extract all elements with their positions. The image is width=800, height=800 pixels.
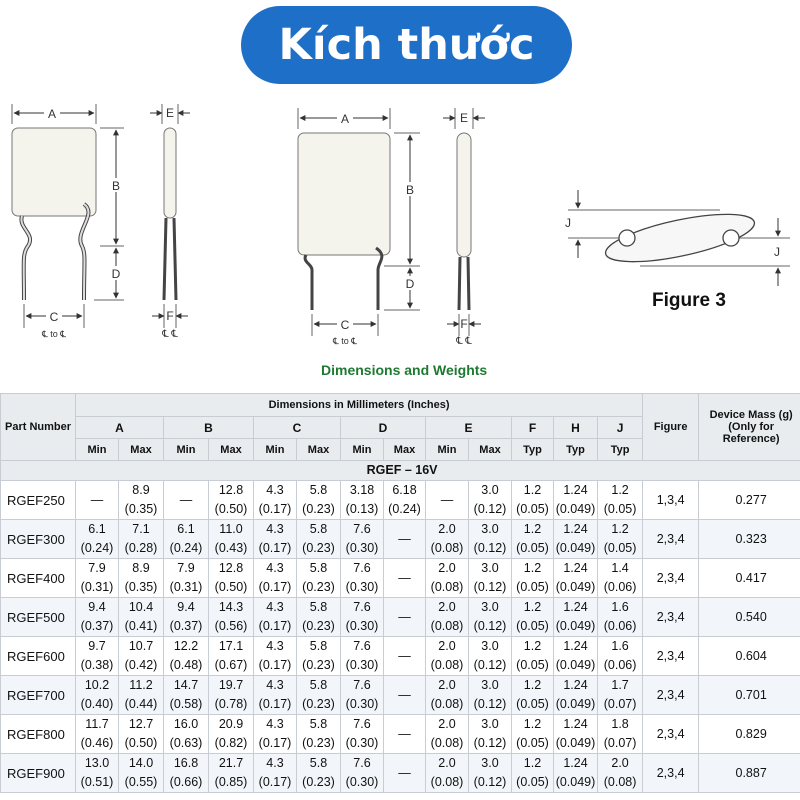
header-col-f: F xyxy=(512,417,554,439)
cl-pair-label-fig2: ℄ ℄ xyxy=(456,336,472,347)
dim-cell-inch: (0.38) xyxy=(76,656,119,676)
cl-to-cl-label-fig2: ℄ to ℄ xyxy=(332,336,358,346)
dim-cell-mm: 9.4 xyxy=(76,598,119,618)
dim-cell-inch: (0.08) xyxy=(426,617,469,637)
header-col-e: E xyxy=(426,417,512,439)
header-sub-6: Min xyxy=(341,439,384,461)
figure3-label: Figure 3 xyxy=(652,290,726,311)
figure1-front-view xyxy=(12,104,124,328)
dim-cell: — xyxy=(164,481,209,520)
header-col-c: C xyxy=(254,417,341,439)
dim-cell-inch: (0.12) xyxy=(469,695,512,715)
dim-cell-inch: (0.12) xyxy=(469,656,512,676)
dim-cell-inch: (0.05) xyxy=(512,773,554,793)
dim-cell-inch: (0.30) xyxy=(341,773,384,793)
part-number-cell: RGEF500 xyxy=(1,598,76,637)
dimensions-weights-title: Dimensions and Weights xyxy=(321,362,488,378)
dim-cell-mm: 1.2 xyxy=(512,637,554,657)
header-part-number: Part Number xyxy=(1,394,76,461)
header-sub-10: Typ xyxy=(512,439,554,461)
figure-cell: 2,3,4 xyxy=(643,559,699,598)
dim-cell-mm: 4.3 xyxy=(254,598,297,618)
dim-label-b: B xyxy=(111,179,121,193)
dim-cell-mm: 5.8 xyxy=(297,559,341,579)
dim-cell-mm: 12.7 xyxy=(119,715,164,735)
dim-cell-inch: (0.17) xyxy=(254,734,297,754)
dim-cell-inch: (0.12) xyxy=(469,578,512,598)
dim-cell-inch: (0.24) xyxy=(76,539,119,559)
dim-cell-inch: (0.12) xyxy=(469,539,512,559)
dim-cell-inch: (0.50) xyxy=(119,734,164,754)
dim-cell-inch: (0.05) xyxy=(512,734,554,754)
header-sub-9: Max xyxy=(469,439,512,461)
dim-cell: — xyxy=(384,715,426,754)
dim-cell-inch: (0.23) xyxy=(297,734,341,754)
header-col-a: A xyxy=(76,417,164,439)
dim-cell-mm: 1.24 xyxy=(554,637,598,657)
dim-cell-mm: 1.24 xyxy=(554,676,598,696)
dim-cell-inch: (0.05) xyxy=(512,500,554,520)
dim-cell-mm: 8.9 xyxy=(119,559,164,579)
dim-cell-mm: 11.7 xyxy=(76,715,119,735)
dim-cell-mm: 6.1 xyxy=(76,520,119,540)
dim-label-j-right: J xyxy=(774,245,780,259)
dim-cell-mm: 3.0 xyxy=(469,754,512,774)
dim-cell-inch: (0.41) xyxy=(119,617,164,637)
dim-cell-mm: 10.7 xyxy=(119,637,164,657)
mass-cell: 0.829 xyxy=(699,715,800,754)
dim-cell-inch: (0.28) xyxy=(119,539,164,559)
dim-cell-mm: 5.8 xyxy=(297,481,341,501)
dim-cell-inch: (0.17) xyxy=(254,773,297,793)
cl-pair-label-fig1: ℄ ℄ xyxy=(162,329,178,340)
part-number-cell: RGEF400 xyxy=(1,559,76,598)
dim-cell: — xyxy=(384,637,426,676)
dim-cell-mm: 4.3 xyxy=(254,481,297,501)
mass-cell: 0.417 xyxy=(699,559,800,598)
dim-cell-inch: (0.05) xyxy=(512,578,554,598)
dim-cell-mm: 1.7 xyxy=(598,676,643,696)
dim-cell-inch: (0.30) xyxy=(341,578,384,598)
dim-cell-mm: 2.0 xyxy=(426,559,469,579)
dim-cell-inch: (0.48) xyxy=(164,656,209,676)
dim-cell-inch: (0.05) xyxy=(512,617,554,637)
dim-cell-inch: (0.63) xyxy=(164,734,209,754)
dim-cell-inch: (0.17) xyxy=(254,578,297,598)
dim-cell-inch: (0.06) xyxy=(598,617,643,637)
dim-cell-mm: 3.0 xyxy=(469,676,512,696)
dim-cell-mm: 1.2 xyxy=(512,598,554,618)
dim-cell-mm: 3.0 xyxy=(469,637,512,657)
dim-cell-inch: (0.82) xyxy=(209,734,254,754)
dim-cell-inch: (0.08) xyxy=(598,773,643,793)
dim-cell-inch: (0.58) xyxy=(164,695,209,715)
dim-cell-inch: (0.049) xyxy=(554,500,598,520)
dim-cell-mm: 1.2 xyxy=(598,481,643,501)
dim-cell-mm: 7.6 xyxy=(341,559,384,579)
dim-cell-mm: 2.0 xyxy=(426,754,469,774)
dim-cell-inch: (0.46) xyxy=(76,734,119,754)
figure-cell: 2,3,4 xyxy=(643,676,699,715)
part-number-cell: RGEF300 xyxy=(1,520,76,559)
figure3-drawing xyxy=(568,190,790,286)
header-sub-1: Max xyxy=(119,439,164,461)
dim-cell-mm: 12.2 xyxy=(164,637,209,657)
dim-cell-inch: (0.05) xyxy=(512,539,554,559)
figure2-side-view xyxy=(443,108,485,336)
dim-cell-mm: 4.3 xyxy=(254,559,297,579)
dim-cell-inch: (0.23) xyxy=(297,500,341,520)
dim-cell-mm: 3.0 xyxy=(469,520,512,540)
dim-cell-mm: 7.6 xyxy=(341,754,384,774)
dim-cell-mm: 5.8 xyxy=(297,676,341,696)
dim-cell-mm: 9.7 xyxy=(76,637,119,657)
dim-cell-mm: 7.9 xyxy=(76,559,119,579)
dim-cell-inch: (0.42) xyxy=(119,656,164,676)
header-device-mass: Device Mass (g) (Only for Reference) xyxy=(699,394,800,461)
dim-cell-mm: 1.24 xyxy=(554,754,598,774)
dim-cell-mm: 1.6 xyxy=(598,637,643,657)
dim-label-d-fig2: D xyxy=(405,277,415,291)
dim-cell-inch: (0.08) xyxy=(426,695,469,715)
table-row xyxy=(1,559,800,579)
dim-cell-mm: 4.3 xyxy=(254,715,297,735)
header-sub-3: Max xyxy=(209,439,254,461)
figure-cell: 2,3,4 xyxy=(643,754,699,793)
mass-cell: 0.323 xyxy=(699,520,800,559)
dim-cell-inch: (0.08) xyxy=(426,773,469,793)
dim-cell-inch: (0.30) xyxy=(341,734,384,754)
dim-cell-inch: (0.05) xyxy=(598,539,643,559)
header-figure: Figure xyxy=(643,394,699,461)
dim-cell-inch: (0.08) xyxy=(426,656,469,676)
dim-cell-inch: (0.51) xyxy=(76,773,119,793)
dim-cell-inch: (0.049) xyxy=(554,734,598,754)
dim-cell-inch: (0.30) xyxy=(341,695,384,715)
dim-cell-mm: 6.1 xyxy=(164,520,209,540)
header-dimensions: Dimensions in Millimeters (Inches) xyxy=(76,394,643,417)
dim-cell-mm: 7.6 xyxy=(341,598,384,618)
dim-cell-mm: 2.0 xyxy=(426,520,469,540)
dim-cell-mm: 1.2 xyxy=(512,754,554,774)
dim-cell-inch: (0.13) xyxy=(341,500,384,520)
dim-cell: — xyxy=(384,598,426,637)
header-sub-11: Typ xyxy=(554,439,598,461)
dim-cell-inch: (0.049) xyxy=(554,617,598,637)
dim-cell-mm: 2.0 xyxy=(426,598,469,618)
dimensions-table xyxy=(0,393,800,793)
header-sub-12: Typ xyxy=(598,439,643,461)
dim-cell-mm: 2.0 xyxy=(426,676,469,696)
part-number-cell: RGEF800 xyxy=(1,715,76,754)
header-sub-0: Min xyxy=(76,439,119,461)
dim-cell-mm: 1.2 xyxy=(512,676,554,696)
mass-cell: 0.701 xyxy=(699,676,800,715)
dim-cell-mm: 2.0 xyxy=(426,637,469,657)
dim-cell-mm: 1.24 xyxy=(554,559,598,579)
dim-cell-mm: 21.7 xyxy=(209,754,254,774)
header-sub-8: Min xyxy=(426,439,469,461)
dim-cell-inch: (0.05) xyxy=(598,500,643,520)
dim-label-b-fig2: B xyxy=(405,183,415,197)
dim-cell-inch: (0.049) xyxy=(554,695,598,715)
dim-cell-inch: (0.07) xyxy=(598,695,643,715)
header-sub-2: Min xyxy=(164,439,209,461)
dim-cell-inch: (0.06) xyxy=(598,578,643,598)
dim-label-c: C xyxy=(49,310,59,324)
dimension-drawings xyxy=(0,0,800,390)
dim-label-c-fig2: C xyxy=(340,318,350,332)
dim-cell-inch: (0.30) xyxy=(341,656,384,676)
dim-label-e-fig1: E xyxy=(165,106,175,120)
dim-cell-mm: 2.0 xyxy=(426,715,469,735)
dim-cell-mm: 10.4 xyxy=(119,598,164,618)
dim-label-a-fig2: A xyxy=(340,112,350,126)
figure-cell: 2,3,4 xyxy=(643,637,699,676)
dim-label-d: D xyxy=(111,267,121,281)
dim-cell-mm: 3.0 xyxy=(469,559,512,579)
dim-cell-mm: 19.7 xyxy=(209,676,254,696)
part-number-cell: RGEF700 xyxy=(1,676,76,715)
dim-cell-mm: 8.9 xyxy=(119,481,164,501)
dim-cell-inch: (0.78) xyxy=(209,695,254,715)
banner-title: Kích thước xyxy=(278,20,535,70)
dim-cell-mm: 4.3 xyxy=(254,754,297,774)
dim-cell-mm: 5.8 xyxy=(297,520,341,540)
dim-cell-inch: (0.12) xyxy=(469,734,512,754)
dim-cell-mm: 1.24 xyxy=(554,481,598,501)
dim-cell-mm: 2.0 xyxy=(598,754,643,774)
dim-cell-mm: 12.8 xyxy=(209,559,254,579)
dim-label-j-left: J xyxy=(565,216,571,230)
part-number-cell: RGEF250 xyxy=(1,481,76,520)
dim-cell-inch: (0.37) xyxy=(76,617,119,637)
dim-cell-mm: 6.18 xyxy=(384,481,426,501)
dim-cell-inch: (0.17) xyxy=(254,617,297,637)
dim-cell-inch: (0.56) xyxy=(209,617,254,637)
mass-cell: 0.277 xyxy=(699,481,800,520)
dim-cell-mm: 5.8 xyxy=(297,637,341,657)
dim-cell: — xyxy=(384,559,426,598)
dim-cell-inch: (0.44) xyxy=(119,695,164,715)
dim-label-a: A xyxy=(47,107,57,121)
dim-label-e-fig2: E xyxy=(459,111,469,125)
dim-cell-inch: (0.85) xyxy=(209,773,254,793)
dim-cell-inch: (0.35) xyxy=(119,500,164,520)
dim-cell-mm: 1.2 xyxy=(512,481,554,501)
dim-cell-mm: 7.9 xyxy=(164,559,209,579)
dim-cell-mm: 3.18 xyxy=(341,481,384,501)
dim-cell-mm: 5.8 xyxy=(297,598,341,618)
dim-cell-inch: (0.40) xyxy=(76,695,119,715)
dim-cell: — xyxy=(384,754,426,793)
dim-cell-inch: (0.24) xyxy=(164,539,209,559)
mass-cell: 0.540 xyxy=(699,598,800,637)
figure-cell: 2,3,4 xyxy=(643,715,699,754)
dim-cell-inch: (0.35) xyxy=(119,578,164,598)
cl-to-cl-label: ℄ to ℄ xyxy=(41,329,67,339)
dim-cell-mm: 4.3 xyxy=(254,676,297,696)
dim-cell-mm: 3.0 xyxy=(469,598,512,618)
dim-cell-mm: 7.6 xyxy=(341,637,384,657)
dim-cell-mm: 4.3 xyxy=(254,637,297,657)
dim-cell-mm: 7.6 xyxy=(341,715,384,735)
dim-cell-inch: (0.23) xyxy=(297,695,341,715)
header-col-b: B xyxy=(164,417,254,439)
dim-cell-inch: (0.50) xyxy=(209,500,254,520)
dim-cell-mm: 16.0 xyxy=(164,715,209,735)
figure-cell: 2,3,4 xyxy=(643,598,699,637)
dim-cell-inch: (0.43) xyxy=(209,539,254,559)
table-row xyxy=(1,598,800,618)
header-sub-5: Max xyxy=(297,439,341,461)
header-col-j: J xyxy=(598,417,643,439)
figure2-front-view xyxy=(298,108,420,336)
dim-cell-inch: (0.05) xyxy=(512,695,554,715)
table-row xyxy=(1,520,800,540)
dim-cell-mm: 1.2 xyxy=(512,520,554,540)
dim-cell-inch: (0.12) xyxy=(469,500,512,520)
dim-cell-mm: 20.9 xyxy=(209,715,254,735)
dim-cell-inch: (0.08) xyxy=(426,539,469,559)
table-row xyxy=(1,754,800,774)
dim-cell: — xyxy=(426,481,469,520)
dim-cell-mm: 1.2 xyxy=(598,520,643,540)
dim-cell-inch: (0.30) xyxy=(341,539,384,559)
dim-cell-inch: (0.06) xyxy=(598,656,643,676)
dim-cell-mm: 12.8 xyxy=(209,481,254,501)
dim-cell-mm: 5.8 xyxy=(297,754,341,774)
dim-cell-mm: 7.6 xyxy=(341,520,384,540)
dim-cell-mm: 7.1 xyxy=(119,520,164,540)
dim-cell-inch: (0.55) xyxy=(119,773,164,793)
dim-cell: — xyxy=(76,481,119,520)
table-row xyxy=(1,676,800,696)
dim-cell-mm: 5.8 xyxy=(297,715,341,735)
dim-cell-inch: (0.08) xyxy=(426,578,469,598)
dim-cell-inch: (0.50) xyxy=(209,578,254,598)
dim-cell-inch: (0.23) xyxy=(297,539,341,559)
dim-cell-inch: (0.37) xyxy=(164,617,209,637)
dim-cell: — xyxy=(384,520,426,559)
dim-cell-mm: 1.24 xyxy=(554,520,598,540)
dim-cell-mm: 4.3 xyxy=(254,520,297,540)
dim-cell-inch: (0.23) xyxy=(297,578,341,598)
dim-cell-inch: (0.08) xyxy=(426,734,469,754)
dim-cell-mm: 11.0 xyxy=(209,520,254,540)
dim-cell-inch: (0.23) xyxy=(297,773,341,793)
dim-cell-inch: (0.17) xyxy=(254,500,297,520)
dim-label-f-fig2: F xyxy=(460,317,468,331)
figure1-side-view xyxy=(150,104,190,328)
table-row xyxy=(1,637,800,657)
dim-cell-mm: 1.4 xyxy=(598,559,643,579)
dim-cell-mm: 11.2 xyxy=(119,676,164,696)
dim-cell-mm: 1.8 xyxy=(598,715,643,735)
dim-label-f-fig1: F xyxy=(166,309,174,323)
dim-cell-mm: 1.2 xyxy=(512,715,554,735)
dim-cell: — xyxy=(384,676,426,715)
dim-cell-inch: (0.31) xyxy=(76,578,119,598)
table-row xyxy=(1,481,800,501)
dim-cell-mm: 13.0 xyxy=(76,754,119,774)
dim-cell-mm: 1.2 xyxy=(512,559,554,579)
dim-cell-inch: (0.05) xyxy=(512,656,554,676)
dim-cell-inch: (0.049) xyxy=(554,656,598,676)
dim-cell-inch: (0.24) xyxy=(384,500,426,520)
dim-cell-inch: (0.66) xyxy=(164,773,209,793)
dim-cell-inch: (0.17) xyxy=(254,539,297,559)
dim-cell-mm: 1.24 xyxy=(554,598,598,618)
part-number-cell: RGEF900 xyxy=(1,754,76,793)
header-col-h: H xyxy=(554,417,598,439)
mass-cell: 0.887 xyxy=(699,754,800,793)
dim-cell-mm: 14.3 xyxy=(209,598,254,618)
dim-cell-inch: (0.17) xyxy=(254,695,297,715)
dim-cell-mm: 1.6 xyxy=(598,598,643,618)
dim-cell-mm: 14.0 xyxy=(119,754,164,774)
dim-cell-inch: (0.23) xyxy=(297,617,341,637)
dim-cell-inch: (0.23) xyxy=(297,656,341,676)
dim-cell-inch: (0.67) xyxy=(209,656,254,676)
dim-cell-inch: (0.07) xyxy=(598,734,643,754)
dim-cell-mm: 10.2 xyxy=(76,676,119,696)
dim-cell-inch: (0.17) xyxy=(254,656,297,676)
dim-cell-mm: 17.1 xyxy=(209,637,254,657)
dim-cell-inch: (0.12) xyxy=(469,617,512,637)
header-sub-4: Min xyxy=(254,439,297,461)
table-row xyxy=(1,715,800,735)
dim-cell-inch: (0.31) xyxy=(164,578,209,598)
header-sub-7: Max xyxy=(384,439,426,461)
dim-cell-mm: 3.0 xyxy=(469,481,512,501)
header-col-d: D xyxy=(341,417,426,439)
dim-cell-mm: 1.24 xyxy=(554,715,598,735)
group-header: RGEF – 16V xyxy=(1,461,800,481)
figure-cell: 2,3,4 xyxy=(643,520,699,559)
dim-cell-mm: 7.6 xyxy=(341,676,384,696)
dim-cell-mm: 16.8 xyxy=(164,754,209,774)
dim-cell-inch: (0.049) xyxy=(554,578,598,598)
dim-cell-mm: 3.0 xyxy=(469,715,512,735)
part-number-cell: RGEF600 xyxy=(1,637,76,676)
dim-cell-mm: 9.4 xyxy=(164,598,209,618)
dim-cell-mm: 14.7 xyxy=(164,676,209,696)
dim-cell-inch: (0.30) xyxy=(341,617,384,637)
mass-cell: 0.604 xyxy=(699,637,800,676)
figure-cell: 1,3,4 xyxy=(643,481,699,520)
dim-cell-inch: (0.12) xyxy=(469,773,512,793)
dim-cell-inch: (0.049) xyxy=(554,539,598,559)
dim-cell-inch: (0.049) xyxy=(554,773,598,793)
